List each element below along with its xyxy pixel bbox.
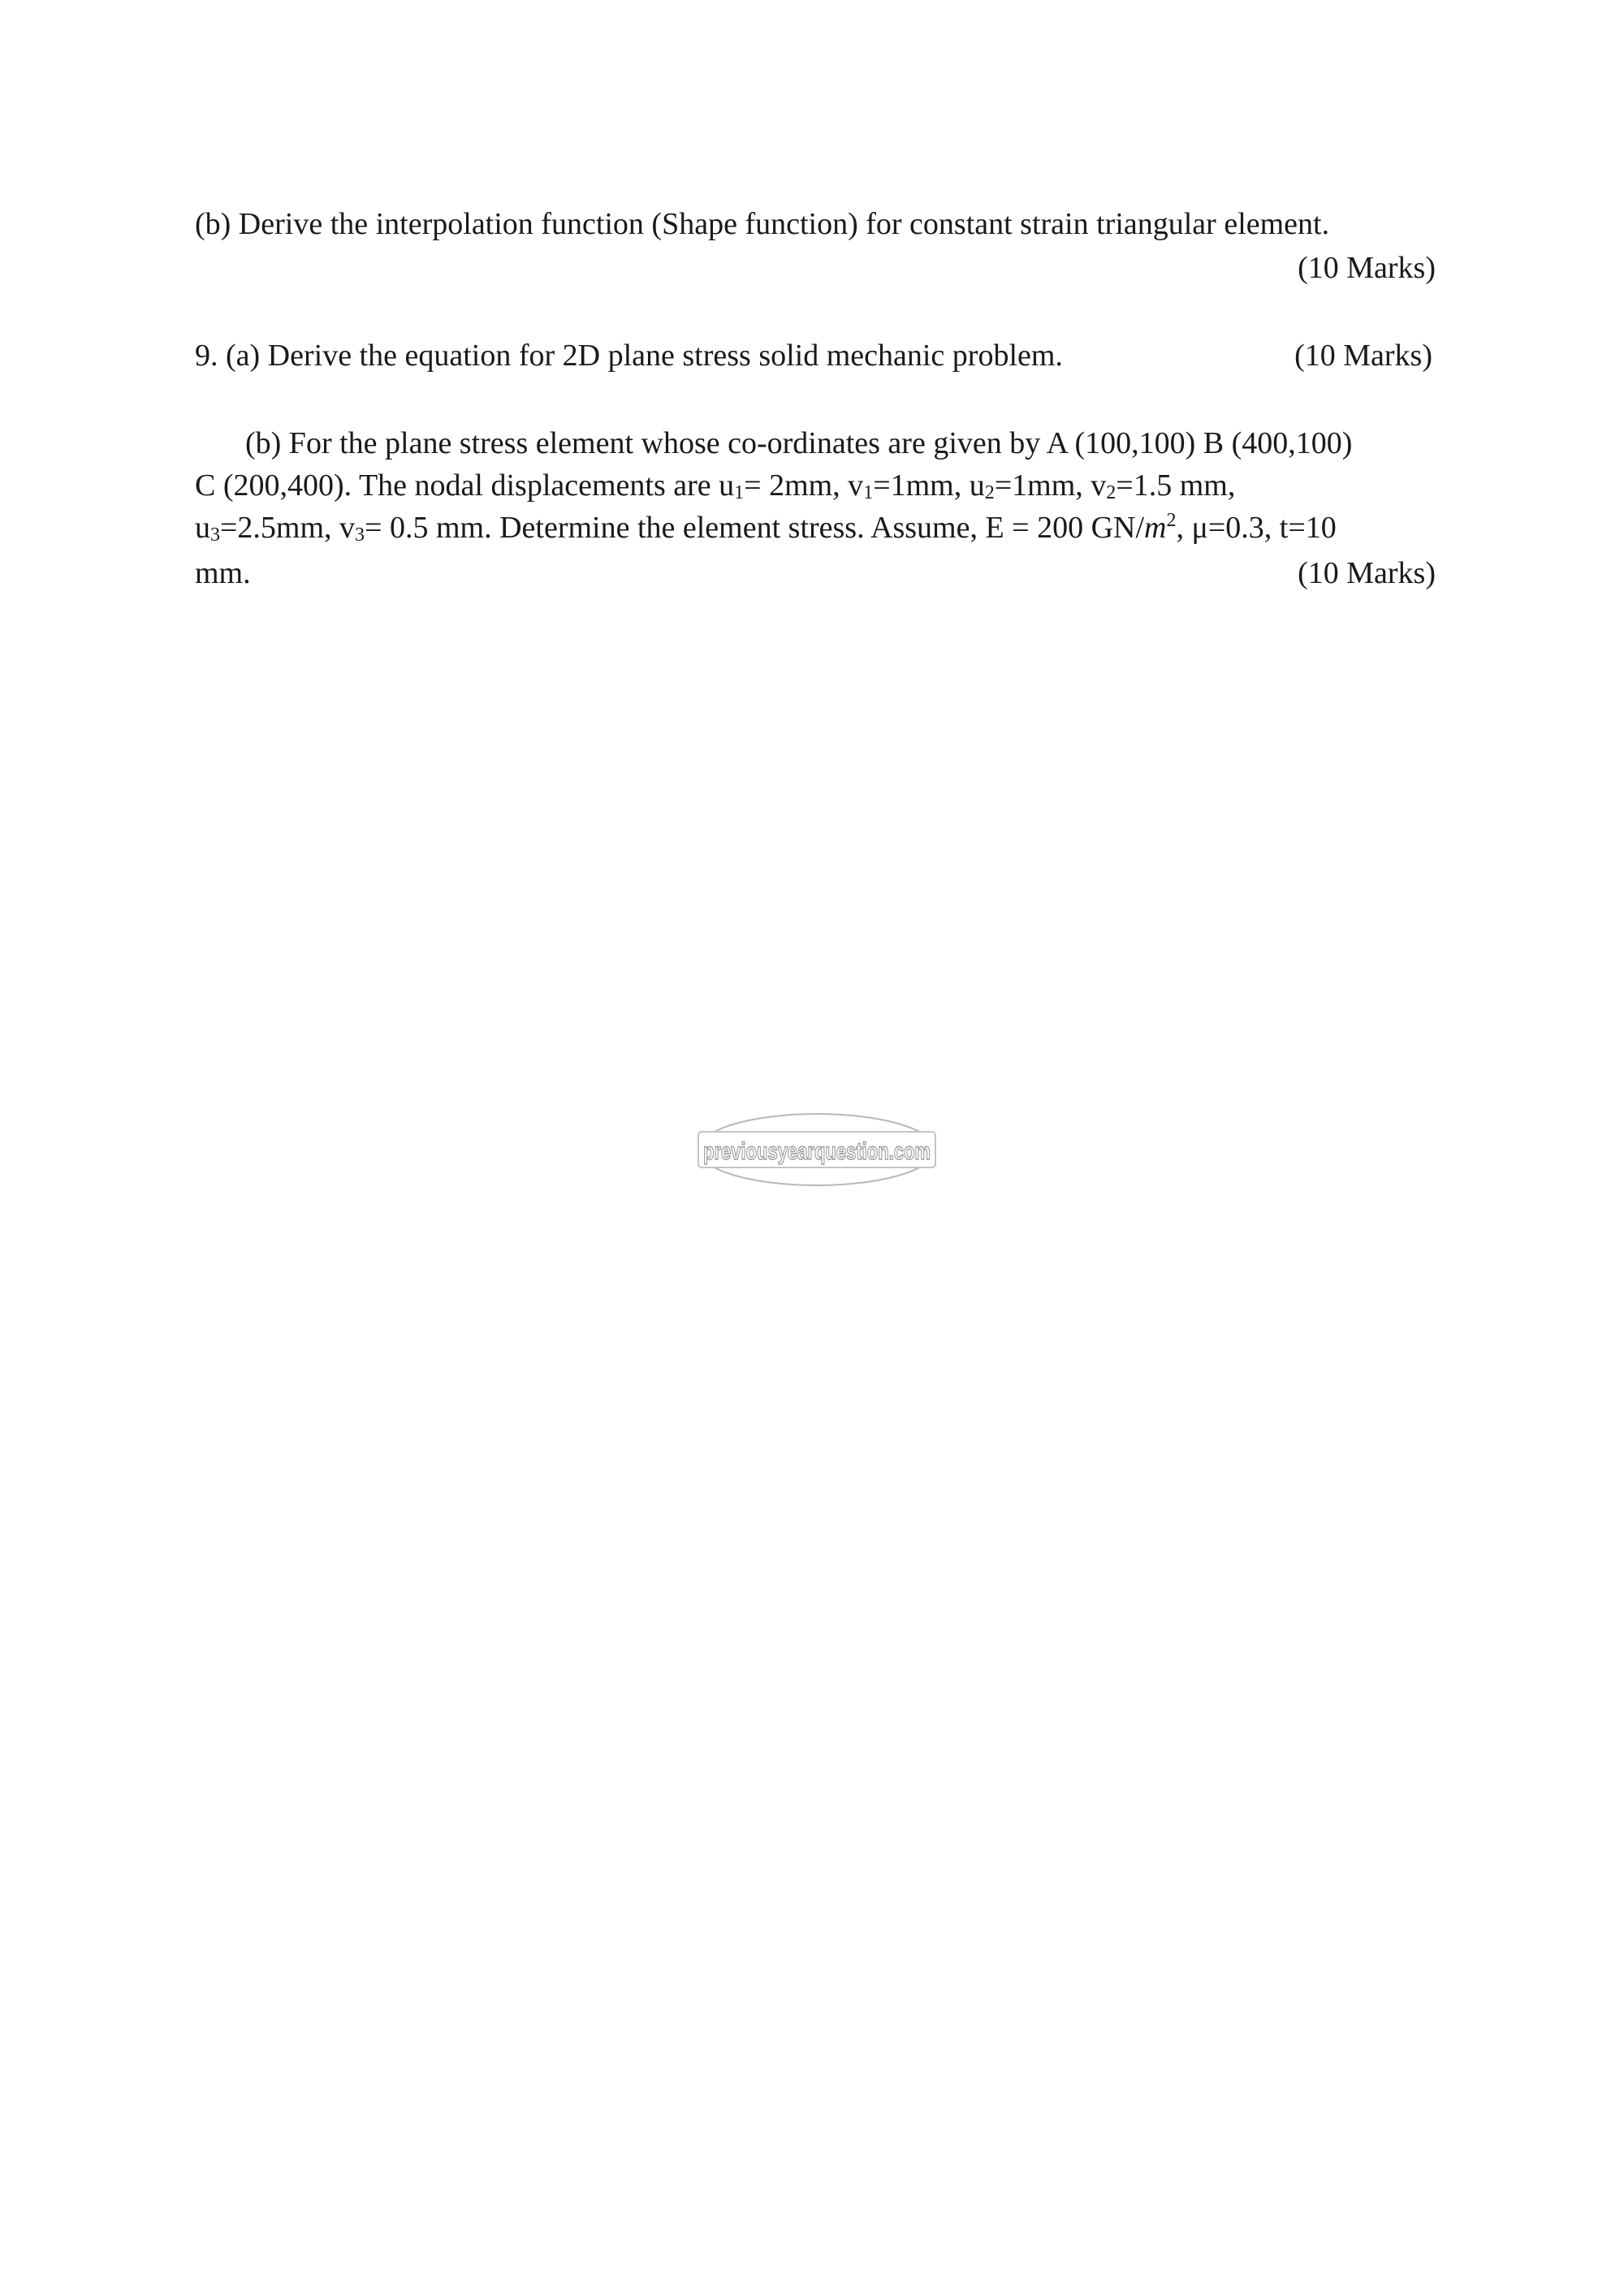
q9b-line1: (b) For the plane stress element whose co-ordinates are given by A (100,100) B (400,100) xyxy=(245,426,1353,460)
watermark-text: previousyearquestion.com xyxy=(703,1138,931,1165)
q9b-line2-start: C (200,400). The nodal displacements are u xyxy=(195,468,735,503)
q9b-marks: (10 Marks) xyxy=(1298,556,1436,590)
q9b-line3: $u_3=2.5mm$, $v_3= 0.5$ mm. Determine the element stress. Assume, E = 200 $GN/m^2$, μ=0.3, t=10 xyxy=(195,510,1337,546)
q9a-marks: (10 Marks) xyxy=(1294,339,1432,373)
watermark-logo xyxy=(695,1111,939,1189)
q9b-line4: mm. xyxy=(195,556,251,590)
q9a-text: 9. (a) Derive the equation for 2D plane stress solid mechanic problem. xyxy=(195,339,1063,373)
q8b-text: (b) Derive the interpolation function (Shape function) for constant strain triangular element. xyxy=(195,207,1330,241)
q9b-line2: C (200,400). The nodal displacements are $u_1= 2mm$, $v_1=1mm$, $u_2=1mm$, $v_2=1.5$ mm, xyxy=(195,468,1236,503)
q8b-marks: (10 Marks) xyxy=(1298,251,1436,285)
